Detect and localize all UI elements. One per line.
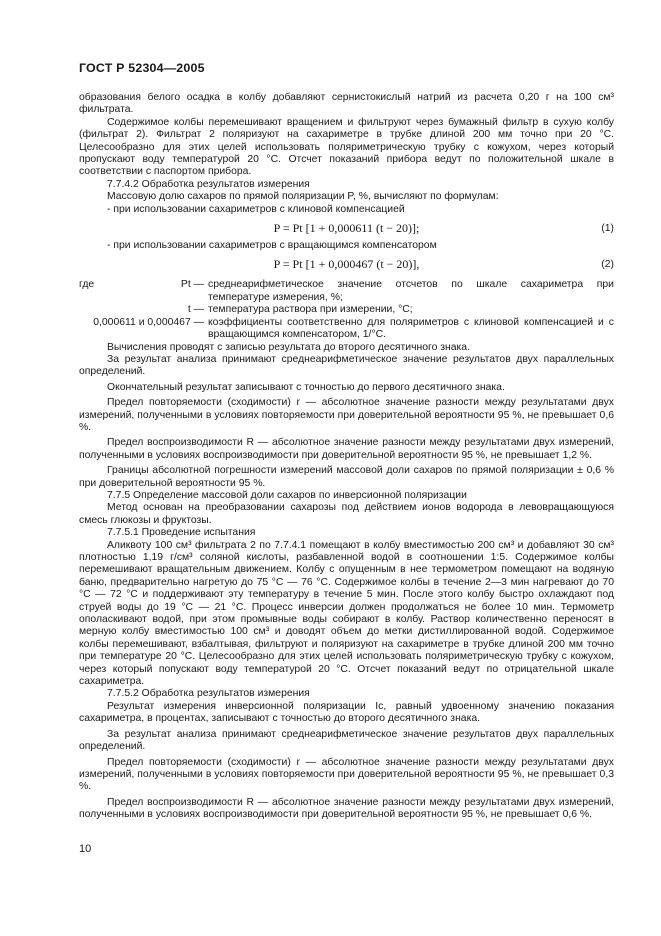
formula-expression: P = Pt [1 + 0,000467 (t − 20)], <box>273 257 420 272</box>
paragraph: Предел воспроизводимости R — абсолютное значение разности между результатами двух измерений, полученными в условиях воспроизводимости при доверительной вероятности 95 %, не превышает 0,6 %. <box>79 796 614 821</box>
paragraph: Границы абсолютной погрешности измерений массовой доли сахаров по прямой поляризации ± 0,6 % при доверительной вероятности 95 %. <box>79 465 614 489</box>
definition-text: среднеарифметическое значение отсчетов по шкале сахариметра при температуре измерения, %; <box>208 279 614 303</box>
definition-text: температура раствора при измерении, °С; <box>208 304 413 316</box>
paragraph: Окончательный результат записывают с точностью до первого десятичного знака. <box>107 381 505 393</box>
document-body <box>79 92 614 822</box>
definition-item <box>79 317 614 342</box>
paragraph: Содержимое колбы перемешивают вращением и фильтруют через бумажный фильтр в сухую колбу (фильтрат 2). Фильтрат 2 поляризуют на сахариметре в трубке длиной 200 мм точно при 20 °С. Целесообразно для этих целей использовать поляриметрическую трубку с кожухом, через который пропускают воду температурой 20 °С. Отсчет показаний прибора ведут по положительной шкале в соответствии с паспортом прибора. <box>79 116 614 178</box>
formula-number: (2) <box>601 259 614 271</box>
paragraph: За результат анализа принимают среднеарифметическое значение результатов двух параллельных определений. <box>79 728 614 753</box>
formula-number: (1) <box>601 223 614 235</box>
formula-2 <box>79 256 614 276</box>
definition-symbol: 0,000611 и 0,000467 — <box>93 316 204 328</box>
formula-1 <box>79 220 614 240</box>
section-heading: 7.7.5.2 Обработка результатов измерения <box>107 688 310 700</box>
paragraph: - при использовании сахариметров с клиновой компенсацией <box>107 203 405 215</box>
paragraph: Предел повторяемости (сходимости) r — абсолютное значение разности между результатами двух измерений, полученными в условиях повторяемости при доверительной вероятности 95 %, не превышает 0,3 %. <box>79 756 614 793</box>
paragraph: Массовую долю сахаров по прямой поляризации P, %, вычисляют по формулам: <box>107 191 499 203</box>
section-heading: 7.7.5.1 Проведение испытания <box>107 527 256 539</box>
paragraph: - при использовании сахариметров с вращающимся компенсатором <box>107 240 437 252</box>
paragraph: Аликвоту 100 см³ фильтрата 2 по 7.7.4.1 помещают в колбу вместимостью 200 см³ и добавляют 30 см³ плотностью 1,19 г/см³ соляной кислоты, разбавленной водой в соотношении 1:5. Содержимое колбы перемешивают вращательным движением. Колбу с опущенным в нее термометром помещают на водяную баню, предварительно нагретую до 75 °С — 76 °С. Содержимое колбы в течение 2—3 мин нагревают до 70 °С — 72 °С и поддерживают эту температуру в течение 5 мин. После этого колбу быстро охлаждают под струей воды до 19 °С — 21 °С. Процесс инверсии должен продолжаться не более 10 мин. Термометр ополаскивают водой, при этом промывные воды собирают в колбу. Раствор количественно переносят в мерную колбу вместимостью 100 см³ и доводят объем до метки дистиллированной водой. Содержимое колбы перемешивают, взбалтывая, фильтруют и поляризуют на сахариметре в трубке длиной 200 мм точно при температуре 20 °С. Целесообразно для этих целей использовать поляриметрическую трубку с кожухом, через который попускают воду температурой 20 °С. Отсчет показаний ведут по отрицательной шкале сахариметра. <box>79 539 614 688</box>
page-number: 10 <box>79 843 92 855</box>
definition-item <box>79 279 614 304</box>
formula-expression: P = Pt [1 + 0,000611 (t − 20)]; <box>273 221 420 236</box>
section-heading: 7.7.4.2 Обработка результатов измерения <box>107 178 310 190</box>
paragraph: Результат измерения инверсионной поляризации Ic, равный удвоенному значению показания сахариметра, в процентах, записывают с точностью до второго десятичного знака. <box>79 700 614 725</box>
paragraph: Метод основан на преобразовании сахарозы под действием ионов водорода в левовращающуюся смесь глюкозы и фруктозы. <box>79 502 614 526</box>
paragraph: Предел воспроизводимости R — абсолютное значение разности между результатами двух измерений, полученными в условиях воспроизводимости при доверительной вероятности 95 %, не превышает 1,2 %. <box>79 437 614 461</box>
document-header: ГОСТ Р 52304—2005 <box>79 61 205 75</box>
paragraph: Предел повторяемости (сходимости) r — абсолютное значение разности между результатами двух измерений, полученными в условиях повторяемости при доверительной вероятности 95 %, не превышает 0,6 %. <box>79 397 614 433</box>
paragraph: За результат анализа принимают среднеарифметическое значение результатов двух параллельных определений. <box>79 353 614 378</box>
definitions-lead: где <box>79 279 95 291</box>
paragraph: образования белого осадка в колбу добавляют сернистокислый натрий из расчета 0,20 г на 100 см³ фильтрата. <box>79 92 614 116</box>
definition-item <box>79 304 614 316</box>
definitions-list <box>79 279 614 341</box>
definition-symbol: Pt — <box>180 279 204 291</box>
definition-text: коэффициенты соответственно для поляриметров с клиновой компенсацией и с вращающимся компенсатором, 1/°С. <box>208 316 614 341</box>
section-heading: 7.7.5 Определение массовой доли сахаров по инверсионной поляризации <box>107 489 467 501</box>
paragraph: Вычисления проводят с записью результата до второго десятичного знака. <box>107 341 470 353</box>
definition-symbol: t — <box>187 304 204 316</box>
